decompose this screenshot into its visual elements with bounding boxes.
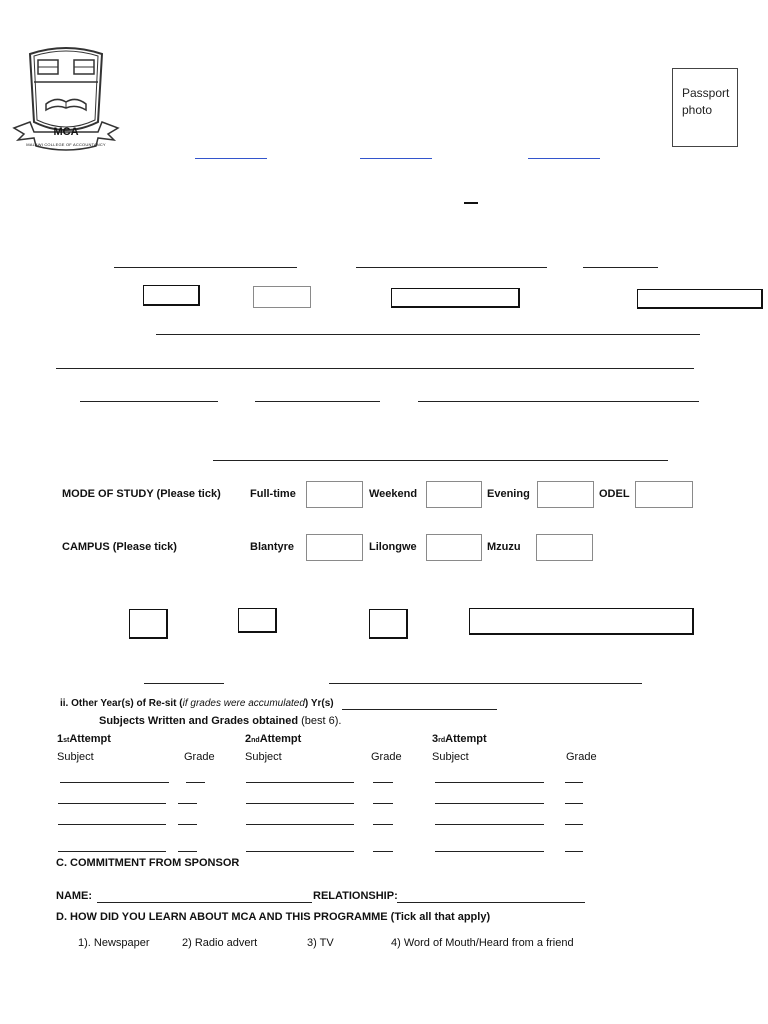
passport-photo-box xyxy=(672,68,738,147)
subject-fill-line[interactable] xyxy=(246,851,354,852)
grade-fill-line[interactable] xyxy=(565,824,583,825)
link-underline[interactable] xyxy=(360,158,432,159)
sponsor-name-label: NAME: xyxy=(56,890,93,902)
campus-label: CAMPUS (Please tick) xyxy=(62,541,177,553)
attempt-number: 1 xyxy=(57,733,64,745)
entry-box[interactable] xyxy=(369,609,408,639)
grade-fill-line[interactable] xyxy=(373,803,393,804)
subject-column-header: Subject xyxy=(245,751,282,763)
resit-italic: if grades were accumulated xyxy=(182,698,305,709)
dash-mark xyxy=(464,202,478,204)
section-d-heading: D. HOW DID YOU LEARN ABOUT MCA AND THIS PROGRAMME (Tick all that apply) xyxy=(56,911,491,923)
grade-fill-line[interactable] xyxy=(178,824,197,825)
campus-lilongwe-checkbox[interactable] xyxy=(426,534,482,561)
sponsor-name-field[interactable] xyxy=(97,902,312,903)
source-option-tv[interactable]: 3) TV xyxy=(307,937,334,949)
campus-option-label: Blantyre xyxy=(250,541,295,553)
sponsor-relationship-label: RELATIONSHIP: xyxy=(313,890,398,902)
fill-line[interactable] xyxy=(56,368,694,369)
fill-line[interactable] xyxy=(144,683,224,684)
attempt-label: Attempt xyxy=(445,733,487,745)
resit-suffix: ) Yr(s) xyxy=(304,698,334,709)
attempt-3-heading xyxy=(432,733,487,745)
grade-fill-line[interactable] xyxy=(373,824,393,825)
attempt-2-heading xyxy=(245,733,301,745)
grade-fill-line[interactable] xyxy=(373,851,393,852)
campus-option-label: Mzuzu xyxy=(487,541,521,553)
entry-box[interactable] xyxy=(129,609,168,639)
subject-fill-line[interactable] xyxy=(246,782,354,783)
subject-fill-line[interactable] xyxy=(435,824,544,825)
grade-fill-line[interactable] xyxy=(186,782,205,783)
subject-fill-line[interactable] xyxy=(435,803,544,804)
subject-fill-line[interactable] xyxy=(58,803,166,804)
link-underline[interactable] xyxy=(195,158,267,159)
attempt-label: Attempt xyxy=(69,733,111,745)
logo-ring-text: MALAWI COLLEGE OF ACCOUNTANCY xyxy=(26,142,106,147)
source-option-newspaper[interactable]: 1). Newspaper xyxy=(78,937,150,949)
fill-line[interactable] xyxy=(329,683,642,684)
subject-fill-line[interactable] xyxy=(435,851,544,852)
fill-line[interactable] xyxy=(80,401,218,402)
fill-line[interactable] xyxy=(156,334,700,335)
fill-line[interactable] xyxy=(583,267,658,268)
attempt-1-heading xyxy=(57,733,111,745)
attempt-number: 3 xyxy=(432,733,439,745)
grade-fill-line[interactable] xyxy=(373,782,393,783)
attempt-number: 2 xyxy=(245,733,252,745)
mode-fulltime-checkbox[interactable] xyxy=(306,481,363,508)
mode-option-label: Full-time xyxy=(250,488,296,500)
logo-acronym: MCA xyxy=(53,126,79,138)
entry-box[interactable] xyxy=(637,289,763,309)
mode-option-label: Evening xyxy=(487,488,530,500)
attempt-ordinal: st xyxy=(63,737,70,744)
grade-column-header: Grade xyxy=(184,751,215,763)
attempt-ordinal: rd xyxy=(438,737,446,744)
attempt-ordinal: nd xyxy=(251,737,260,744)
grade-column-header: Grade xyxy=(566,751,597,763)
source-option-word-of-mouth[interactable]: 4) Word of Mouth/Heard from a friend xyxy=(391,937,574,949)
resit-years-field[interactable] xyxy=(342,709,497,710)
fill-line[interactable] xyxy=(418,401,699,402)
source-option-radio[interactable]: 2) Radio advert xyxy=(182,937,258,949)
entry-box[interactable] xyxy=(238,608,277,633)
resit-line xyxy=(60,698,334,709)
mode-of-study-label: MODE OF STUDY (Please tick) xyxy=(62,488,221,500)
entry-box[interactable] xyxy=(143,285,200,306)
subject-fill-line[interactable] xyxy=(246,803,354,804)
fill-line[interactable] xyxy=(255,401,380,402)
grade-column-header: Grade xyxy=(371,751,402,763)
subject-fill-line[interactable] xyxy=(58,824,166,825)
grade-fill-line[interactable] xyxy=(178,851,197,852)
link-underline[interactable] xyxy=(528,158,600,159)
subject-column-header: Subject xyxy=(432,751,469,763)
attempt-label: Attempt xyxy=(259,733,302,745)
subject-column-header: Subject xyxy=(57,751,94,763)
resit-prefix: ii. Other Year(s) of Re-sit ( xyxy=(60,698,183,709)
subjects-heading xyxy=(99,715,341,727)
entry-box[interactable] xyxy=(469,608,694,635)
subject-fill-line[interactable] xyxy=(435,782,544,783)
grade-fill-line[interactable] xyxy=(565,782,583,783)
mode-evening-checkbox[interactable] xyxy=(537,481,594,508)
subject-fill-line[interactable] xyxy=(246,824,354,825)
campus-mzuzu-checkbox[interactable] xyxy=(536,534,593,561)
mode-weekend-checkbox[interactable] xyxy=(426,481,482,508)
fill-line[interactable] xyxy=(114,267,297,268)
section-c-heading: C. COMMITMENT FROM SPONSOR xyxy=(56,857,240,869)
mode-option-label: Weekend xyxy=(369,488,418,500)
fill-line[interactable] xyxy=(213,460,668,461)
grade-fill-line[interactable] xyxy=(565,851,583,852)
grade-fill-line[interactable] xyxy=(178,803,197,804)
passport-photo-label: Passport photo xyxy=(682,86,730,117)
campus-option-label: Lilongwe xyxy=(369,541,417,553)
campus-blantyre-checkbox[interactable] xyxy=(306,534,363,561)
sponsor-relationship-field[interactable] xyxy=(397,902,585,903)
college-logo xyxy=(10,42,122,154)
subject-fill-line[interactable] xyxy=(60,782,169,783)
fill-line[interactable] xyxy=(356,267,547,268)
grade-fill-line[interactable] xyxy=(565,803,583,804)
subject-fill-line[interactable] xyxy=(58,851,166,852)
subjects-heading-tail: (best 6). xyxy=(298,715,342,727)
mode-odel-checkbox[interactable] xyxy=(635,481,693,508)
mode-option-label: ODEL xyxy=(599,488,630,500)
subjects-heading-bold: Subjects Written and Grades obtained xyxy=(99,715,299,727)
entry-box[interactable] xyxy=(253,286,311,308)
entry-box[interactable] xyxy=(391,288,520,308)
